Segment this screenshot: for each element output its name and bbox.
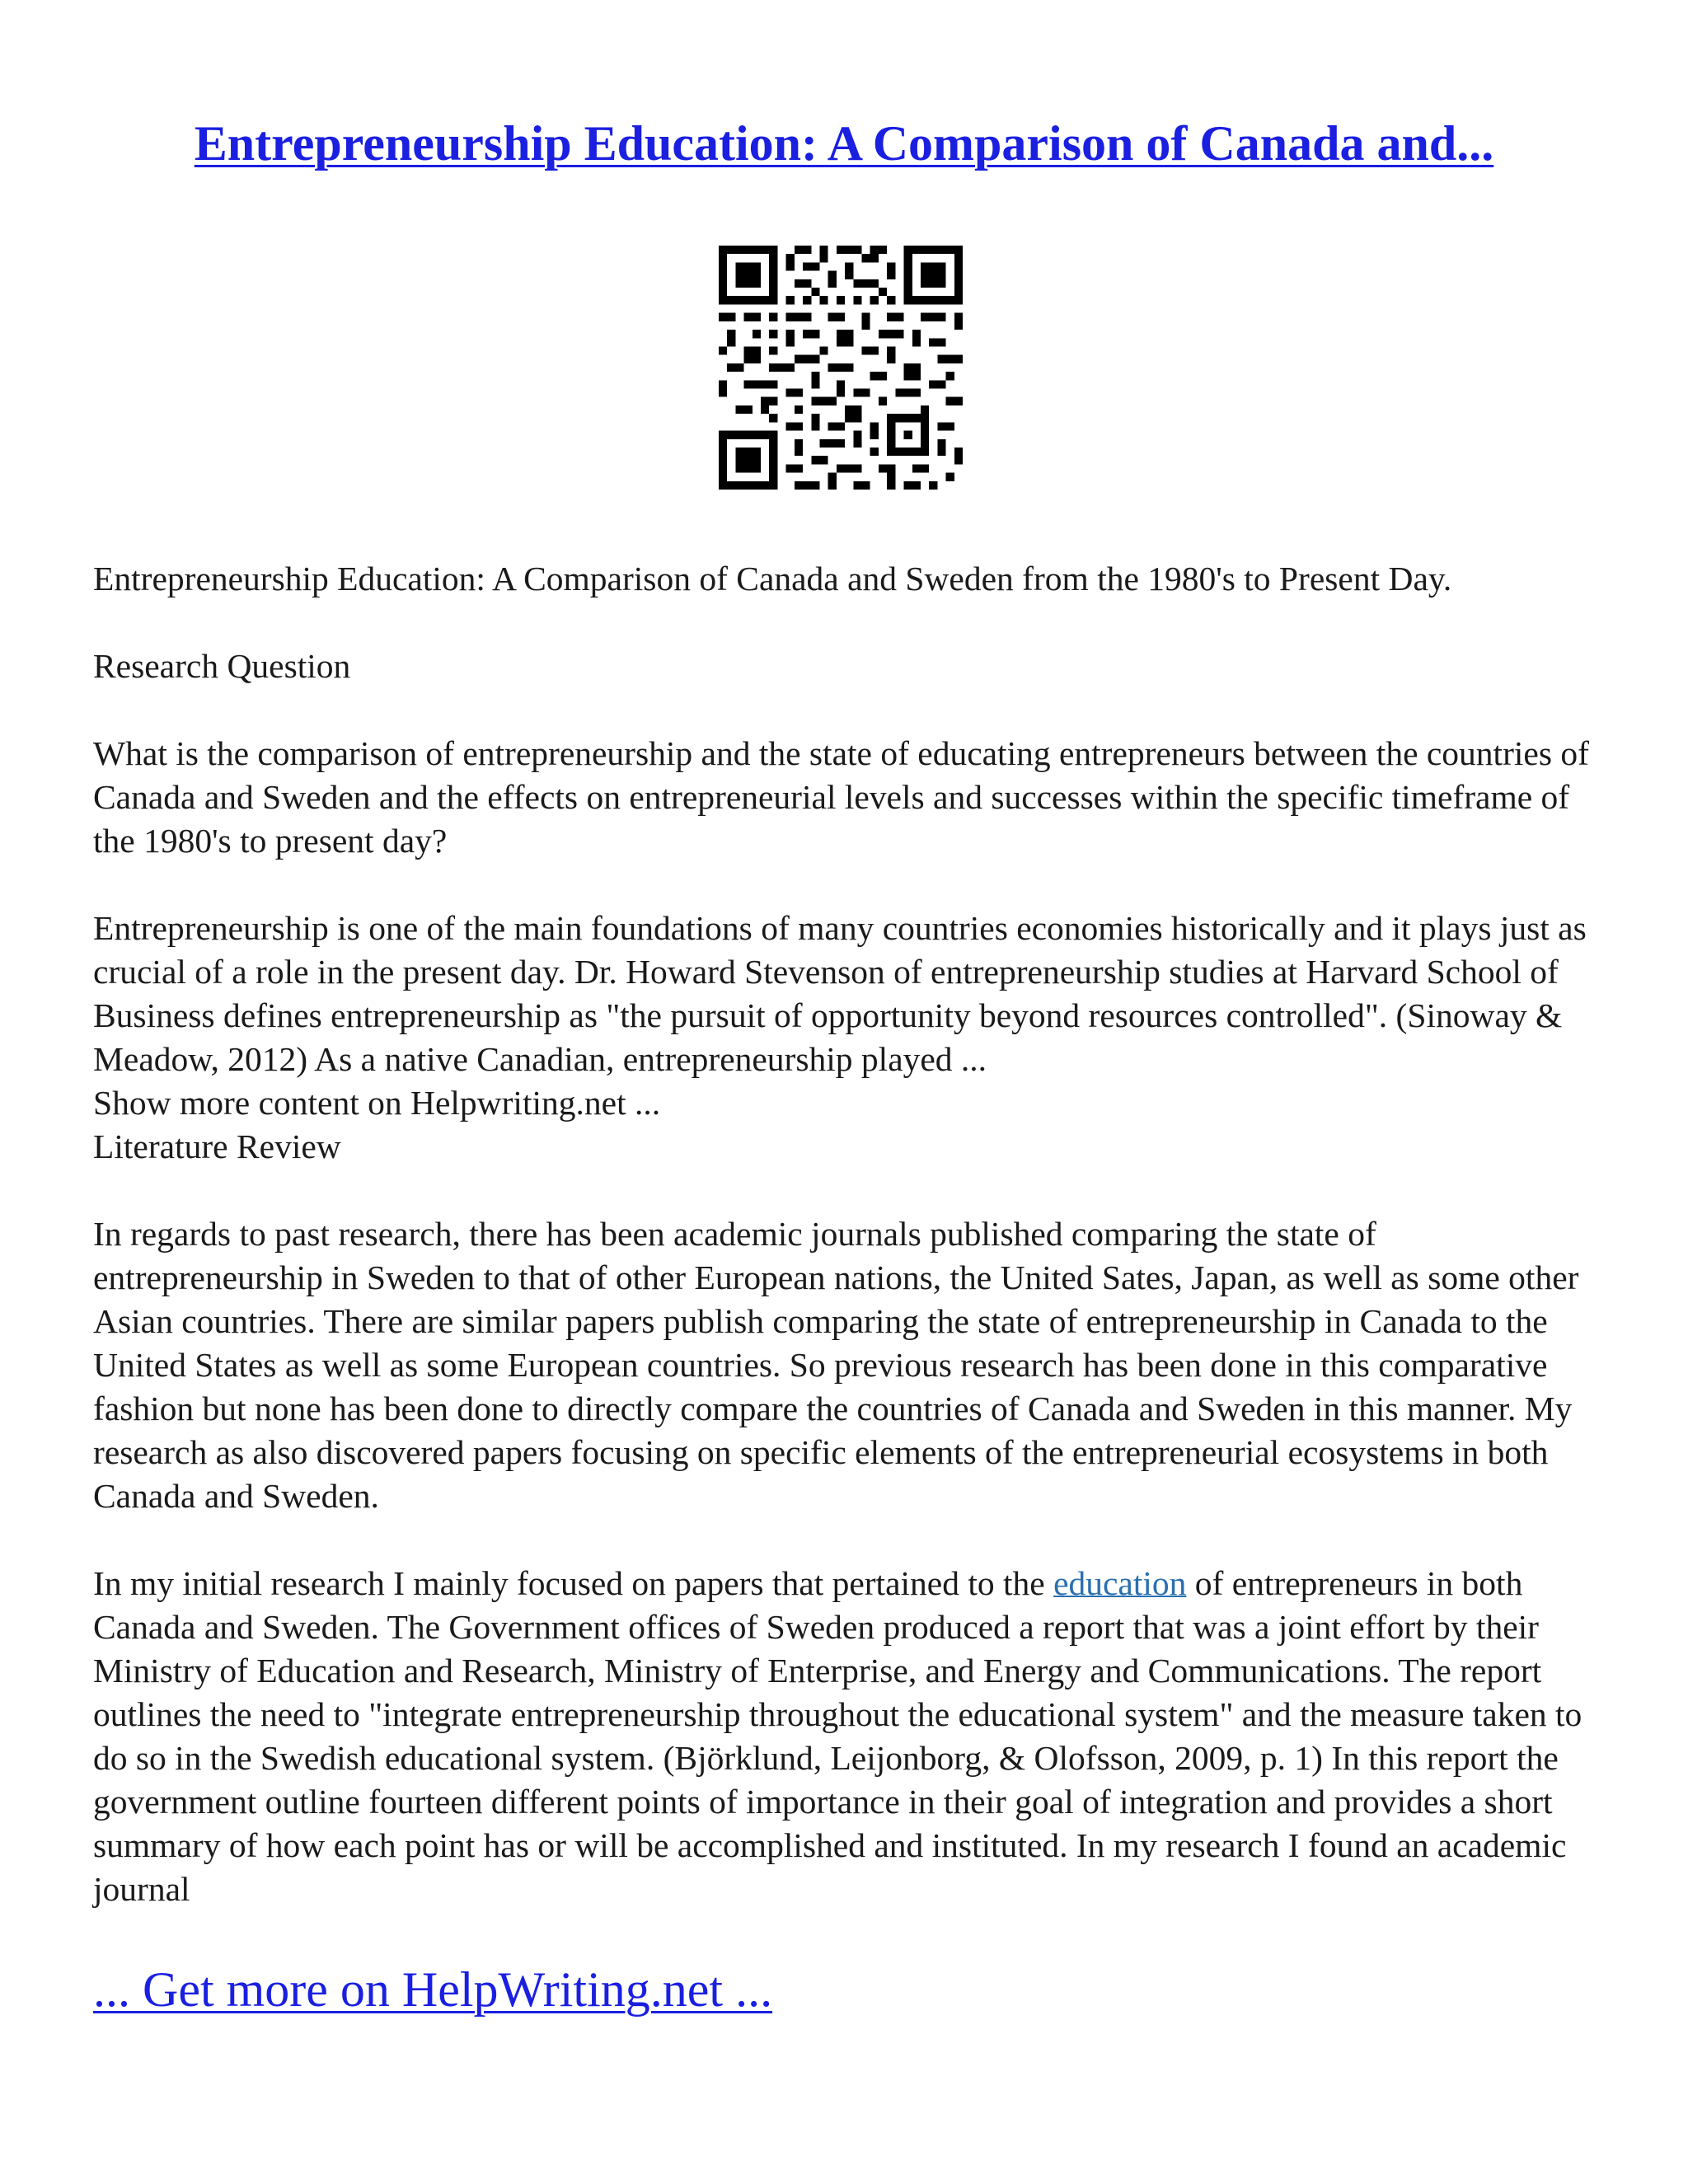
show-more-text: Show more content on Helpwriting.net ... [93,1084,661,1122]
intro-paragraph: Entrepreneurship is one of the main foundations of many countries economies historically and it plays just as crucial of a role in the present day. Dr. Howard Stevenson of entrepreneurship studies at Harvard School of Business defines entrepreneurship as "the pursuit of opportunity beyond resources controlled". (Sinoway & Meadow, 2012) As a native Canadian, entrepreneurship played ... [93,909,1587,1078]
research-question-paragraph: What is the comparison of entrepreneurship and the state of educating entrepreneurs between the countries of Canada and Sweden and the effects on entrepreneurial levels and successes within the specific timeframe of the 1980's to present day? [93,734,1589,860]
research-paragraph-start: In my initial research I mainly focused on papers that pertained to the [93,1564,1054,1602]
article-body [93,557,1610,1955]
article-subtitle: Entrepreneurship Education: A Comparison of Canada and Sweden from the 1980's to Present Day. [93,560,1452,598]
research-paragraph [93,1562,1610,1911]
qr-code-icon [719,246,963,490]
get-more-link[interactable]: ... Get more on HelpWriting.net ... [93,1962,773,2017]
literature-review-heading: Literature Review [93,1127,341,1165]
education-link[interactable]: education [1053,1564,1187,1602]
research-paragraph-end: of entrepreneurs in both Canada and Sweden. The Government offices of Sweden produced a report that was a joint effort by their Ministry of Education and Research, Ministry of Enterprise, and Energy and Communications. The report outlines the need to "integrate entrepreneurship throughout the educational system" and the measure taken to do so in the Swedish educational system. (Björklund, Leijonborg, & Olofsson, 2009, p. 1) In this report the government outline fourteen different points of importance in their goal of integration and provides a short summary of how each point has or will be accomplished and instituted. In my research I found an academic journal [93,1564,1582,1908]
literature-review-paragraph: In regards to past research, there has been academic journals published comparing the state of entrepreneurship in Sweden to that of other European nations, the United Sates, Japan, as well as some other Asian countries. There are similar papers publish comparing the state of entrepreneurship in Canada to the United States as well as some European countries. So previous research has been done in this comparative fashion but none has been done to directly compare the countries of Canada and Sweden in this manner. My research as also discovered papers focusing on specific elements of the entrepreneurial ecosystems in both Canada and Sweden. [93,1215,1579,1515]
title-block [0,115,1688,172]
research-question-heading: Research Question [93,647,351,685]
footer [93,1961,772,2018]
page-title-link[interactable]: Entrepreneurship Education: A Comparison of Canada and... [194,116,1494,171]
